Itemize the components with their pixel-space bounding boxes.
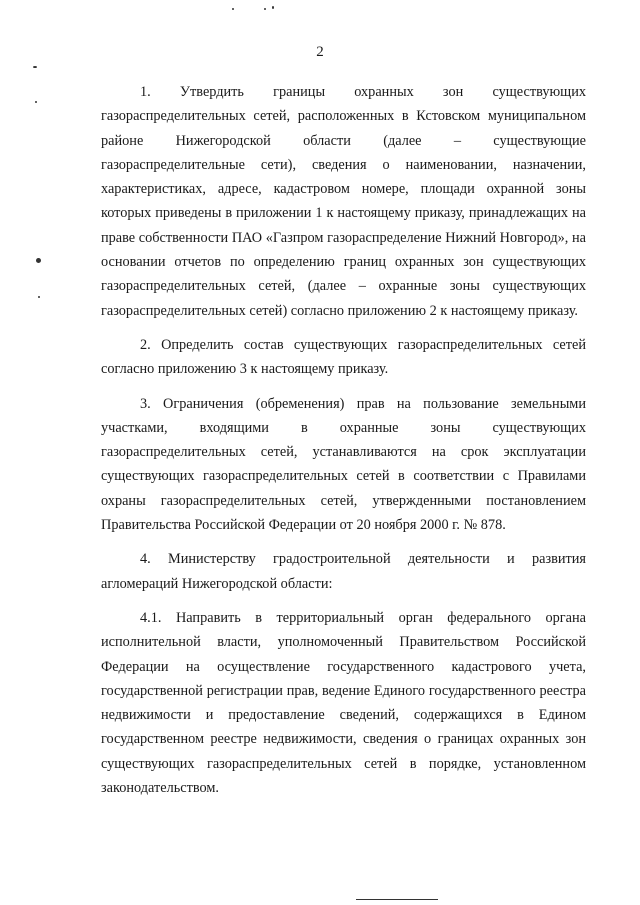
paragraph-2: 2. Определить состав существующих газораспределительных сетей согласно приложению 3 к настоящему приказу. [101,336,586,378]
paragraph-3: 3. Ограничения (обременения) прав на пользование земельными участками, входящими в охранные зоны существующих газораспределительных сетей, устанавливаются на срок эксплуатации существующих газораспределительных сетей в соответствии с Правилами охраны газораспределительных сетей, утвержденными постановлением Правительства Российской Федерации от 20 ноября 2000 г. № 878. [101,395,586,534]
paragraph-1: 1. Утвердить границы охранных зон существующих газораспределительных сетей, расположенных в Кстовском муниципальном районе Нижегородской области (далее – существующие газораспределительные сети), сведения о наименовании, назначении, характеристиках, адресе, кадастровом номере, площади охранной зоны которых приведены в приложении 1 к настоящему приказу, принадлежащих на праве собственности ПАО «Газпром газораспределение Нижний Новгород», на основании отчетов по определению границ охранных зон существующих газораспределительных сетей, (далее – охранные зоны существующих газораспределительных сетей) согласно приложению 2 к настоящему приказу. [101,84,586,319]
scan-speck [272,6,274,9]
scan-speck [33,66,37,68]
scan-speck [232,8,234,10]
scan-speck [38,296,40,298]
footer-rule [356,899,438,900]
page-number: 2 [316,44,324,60]
scan-speck [264,8,266,10]
document-body [101,80,586,810]
paragraph-4-1: 4.1. Направить в территориальный орган федерального органа исполнительной власти, уполномоченный Правительством Российской Федерации на осуществление государственного кадастрового учета, государственной регистрации прав, ведение Единого государственного реестра недвижимости и предоставление сведений, содержащихся в Едином государственном реестре недвижимости, сведения о границах охранных зон существующих газораспределительных сетей в порядке, установленном законодательством. [101,609,586,797]
scan-speck [36,258,41,263]
scan-speck [35,101,37,103]
paragraph-4: 4. Министерству градостроительной деятельности и развития агломераций Нижегородской области: [101,551,586,592]
